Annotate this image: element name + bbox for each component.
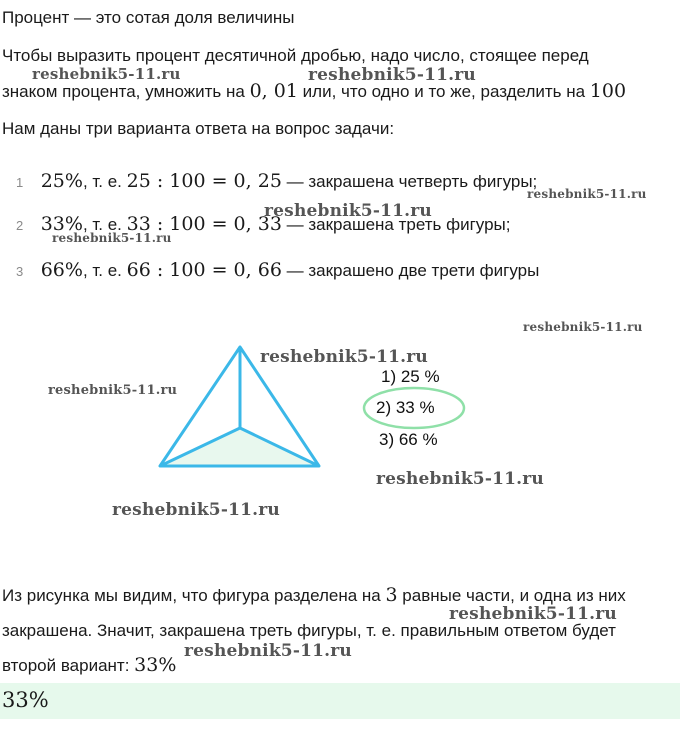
conclusion-line-1: [2, 584, 626, 606]
watermark: reshebnik5-11.ru: [308, 65, 476, 85]
figure-option: 2) 33 %: [376, 398, 435, 417]
list-te: , т. е.: [82, 172, 127, 191]
math-parts: 3: [385, 584, 398, 606]
math-multiplier: 0, 01: [249, 80, 298, 102]
conclusion-line-1-suffix: равные части, и одна из них: [397, 586, 626, 605]
list-description: — закрашена треть фигуры;: [281, 215, 511, 234]
answer-bar: [0, 683, 680, 719]
list-te: , т. е.: [82, 261, 127, 280]
rule-line-2-mid: или, что одно и то же, разделить на: [297, 82, 590, 101]
page-heading: Процент — это сотая доля величины: [2, 8, 295, 27]
list-percent: 66%: [40, 259, 83, 281]
list-expression: 66 : 100 = 0, 66: [126, 259, 282, 281]
watermark: reshebnik5-11.ru: [264, 201, 432, 221]
watermark: reshebnik5-11.ru: [449, 604, 617, 624]
watermark: reshebnik5-11.ru: [48, 383, 178, 398]
watermark: reshebnik5-11.ru: [32, 65, 181, 83]
watermark: reshebnik5-11.ru: [52, 231, 172, 245]
intro-text: Нам даны три варианта ответа на вопрос задачи:: [2, 119, 395, 138]
list-number: 1: [16, 175, 24, 190]
figure-option: 3) 66 %: [379, 430, 438, 449]
list-description: — закрашено две трети фигуры: [281, 261, 540, 280]
watermark: reshebnik5-11.ru: [376, 469, 544, 489]
list-percent: 33%: [40, 213, 83, 235]
conclusion-line-3: [2, 654, 176, 676]
watermark: reshebnik5-11.ru: [184, 641, 352, 661]
watermark: reshebnik5-11.ru: [527, 187, 647, 201]
math-answer: 33%: [134, 654, 177, 676]
list-number: 3: [16, 264, 24, 279]
shaded-part: [160, 428, 319, 466]
watermark: reshebnik5-11.ru: [260, 347, 428, 367]
math-divisor: 100: [589, 80, 627, 102]
conclusion-line-1-prefix: Из рисунка мы видим, что фигура разделена на: [2, 586, 386, 605]
list-item: [16, 170, 537, 192]
answer-value: 33%: [2, 688, 49, 712]
figure-option: 1) 25 %: [381, 367, 440, 386]
rule-line-1: Чтобы выразить процент десятичной дробью, надо число, стоящее перед: [2, 46, 589, 65]
conclusion-line-3-prefix: второй вариант:: [2, 656, 135, 675]
rule-line-2-prefix: знаком процента, умножить на: [2, 82, 250, 101]
watermark: reshebnik5-11.ru: [112, 500, 280, 520]
conclusion-line-2: закрашена. Значит, закрашена треть фигуры, т. е. правильным ответом будет: [2, 621, 616, 640]
list-expression: 25 : 100 = 0, 25: [126, 170, 282, 192]
watermark: reshebnik5-11.ru: [523, 320, 643, 334]
list-description: — закрашена четверть фигуры;: [281, 172, 538, 191]
list-number: 2: [16, 218, 24, 233]
list-item: [16, 259, 539, 281]
list-expression: 33 : 100 = 0, 33: [126, 213, 282, 235]
list-percent: 25%: [40, 170, 83, 192]
list-te: , т. е.: [82, 215, 127, 234]
